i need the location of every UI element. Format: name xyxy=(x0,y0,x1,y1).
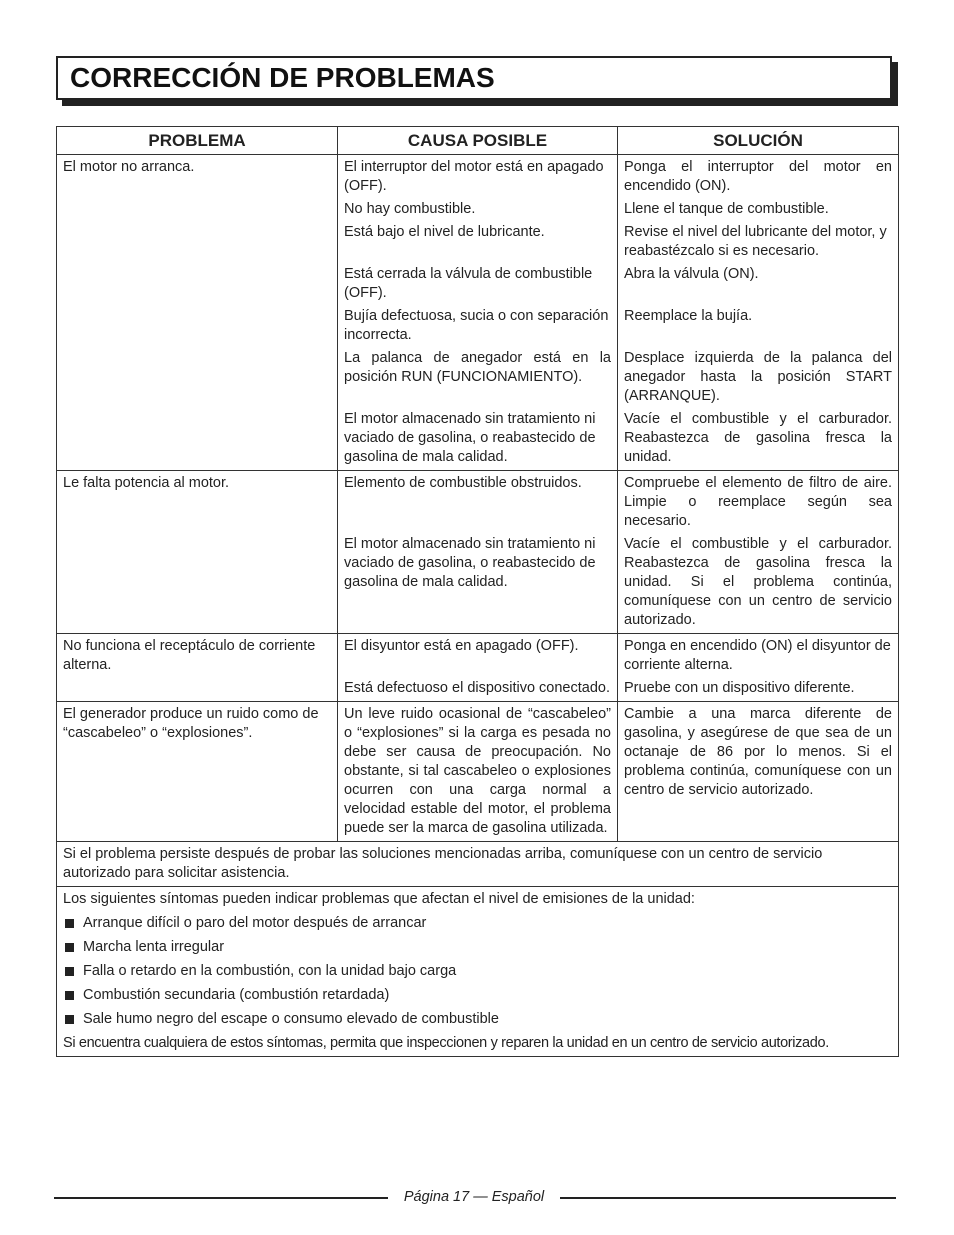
square-bullet-icon xyxy=(65,991,74,1000)
cause-text: Está defectuoso el dispositivo conectado. xyxy=(344,680,610,696)
problem-cell xyxy=(57,155,338,471)
symptom-text: Marcha lenta irregular xyxy=(83,939,225,955)
cause-text: Está bajo el nivel de lubricante. xyxy=(344,224,545,240)
page-title: CORRECCIÓN DE PROBLEMAS xyxy=(70,62,495,93)
table-row xyxy=(57,702,899,842)
square-bullet-icon xyxy=(65,967,74,976)
persist-note: Si el problema persiste después de probar las soluciones mencionadas arriba, comuníquese con un centro de servicio autorizado para solicitar asistencia. xyxy=(57,842,899,887)
cause-cell xyxy=(338,155,618,471)
list-item xyxy=(63,962,892,981)
problem-text: El motor no arranca. xyxy=(63,159,195,175)
square-bullet-icon xyxy=(65,919,74,928)
footer-rule-left xyxy=(54,1197,388,1199)
cause-text: El motor almacenado sin tratamiento ni vaciado de gasolina, o reabastecido de gasolina de mala calidad. xyxy=(344,411,596,465)
emissions-closing: Si encuentra cualquiera de estos síntomas, permita que inspeccionen y reparen la unidad en un centro de servicio autorizado. xyxy=(63,1035,829,1051)
column-header-solution: SOLUCIÓN xyxy=(618,127,899,155)
symptom-text: Falla o retardo en la combustión, con la unidad bajo carga xyxy=(83,963,457,979)
solution-text: Desplace izquierda de la palanca del anegador hasta la posición START (ARRANQUE). xyxy=(624,350,892,404)
cause-cell xyxy=(338,702,618,842)
list-item xyxy=(63,938,892,957)
solution-text: Ponga en encendido (ON) el disyuntor de corriente alterna. xyxy=(624,638,891,673)
cause-text: Un leve ruido ocasional de “cascabeleo” o “explosiones” si la carga es pesada no debe ser causa de preocupación. No obstante, si tal cascabeleo o explosiones ocurren con una carga normal a velocidad estable del motor, el problema puede ser la marca de gasolina utilizada. xyxy=(344,706,611,836)
cause-cell xyxy=(338,471,618,634)
solution-text: Vacíe el combustible y el carburador. Reabastezca de gasolina fresca la unidad. Si el problema continúa, comuníquese con un centro de servicio autorizado. xyxy=(624,536,892,628)
problem-text: No funciona el receptáculo de corriente alterna. xyxy=(63,638,316,673)
symptom-text: Arranque difícil o paro del motor después de arrancar xyxy=(83,915,427,931)
cause-text: Elemento de combustible obstruidos. xyxy=(344,475,582,491)
emissions-intro: Los siguientes síntomas pueden indicar problemas que afectan el nivel de emisiones de la unidad: xyxy=(63,891,695,907)
problem-cell xyxy=(57,471,338,634)
emissions-cell xyxy=(57,887,899,1057)
title-box xyxy=(56,56,892,100)
solution-text: Compruebe el elemento de filtro de aire. Limpie o reemplace según sea necesario. xyxy=(624,475,892,529)
page-number-label: Página 17 — Español xyxy=(403,1189,545,1205)
cause-text: El disyuntor está en apagado (OFF). xyxy=(344,638,579,654)
solution-cell xyxy=(618,155,899,471)
solution-cell xyxy=(618,471,899,634)
list-item xyxy=(63,986,892,1005)
list-item xyxy=(63,914,892,933)
solution-text: Pruebe con un dispositivo diferente. xyxy=(624,680,855,696)
table-row xyxy=(57,155,899,471)
problem-text: Le falta potencia al motor. xyxy=(63,475,230,491)
square-bullet-icon xyxy=(65,1015,74,1024)
page-footer xyxy=(54,1186,896,1208)
column-header-problem: PROBLEMA xyxy=(57,127,338,155)
cause-cell xyxy=(338,634,618,702)
solution-text: Cambie a una marca diferente de gasolina, y asegúrese de que sea de un octanaje de 86 por lo menos. Si el problema continúa, comuníquese con un centro de servicio autorizado. xyxy=(624,706,892,798)
table-row xyxy=(57,842,899,887)
solution-text: Reemplace la bujía. xyxy=(624,308,753,324)
footer-rule-right xyxy=(560,1197,896,1199)
table-row xyxy=(57,887,899,1057)
solution-text: Vacíe el combustible y el carburador. Reabastezca de gasolina fresca la unidad. xyxy=(624,411,892,465)
column-header-cause: CAUSA POSIBLE xyxy=(338,127,618,155)
square-bullet-icon xyxy=(65,943,74,952)
cause-text: El interruptor del motor está en apagado (OFF). xyxy=(344,159,604,194)
list-item xyxy=(63,1010,892,1029)
symptom-text: Sale humo negro del escape o consumo elevado de combustible xyxy=(83,1011,499,1027)
solution-cell xyxy=(618,702,899,842)
cause-text: No hay combustible. xyxy=(344,201,476,217)
cause-text: Está cerrada la válvula de combustible (OFF). xyxy=(344,266,593,301)
troubleshooting-table xyxy=(56,126,899,1057)
solution-cell xyxy=(618,634,899,702)
solution-text: Llene el tanque de combustible. xyxy=(624,201,829,217)
symptom-list xyxy=(63,914,892,1029)
problem-cell xyxy=(57,634,338,702)
table-row xyxy=(57,634,899,702)
table-header-row xyxy=(57,127,899,155)
solution-text: Revise el nivel del lubricante del motor, y reabastézcalo si es necesario. xyxy=(624,224,887,259)
cause-text: La palanca de anegador está en la posición RUN (FUNCIONAMIENTO). xyxy=(344,350,611,385)
solution-text: Ponga el interruptor del motor en encendido (ON). xyxy=(624,159,892,194)
solution-text: Abra la válvula (ON). xyxy=(624,266,759,282)
cause-text: El motor almacenado sin tratamiento ni vaciado de gasolina, o reabastecido de gasolina de mala calidad. xyxy=(344,536,596,590)
table-row xyxy=(57,471,899,634)
cause-text: Bujía defectuosa, sucia o con separación incorrecta. xyxy=(344,308,609,343)
problem-cell xyxy=(57,702,338,842)
symptom-text: Combustión secundaria (combustión retardada) xyxy=(83,987,390,1003)
problem-text: El generador produce un ruido como de “cascabeleo” o “explosiones”. xyxy=(63,706,319,741)
